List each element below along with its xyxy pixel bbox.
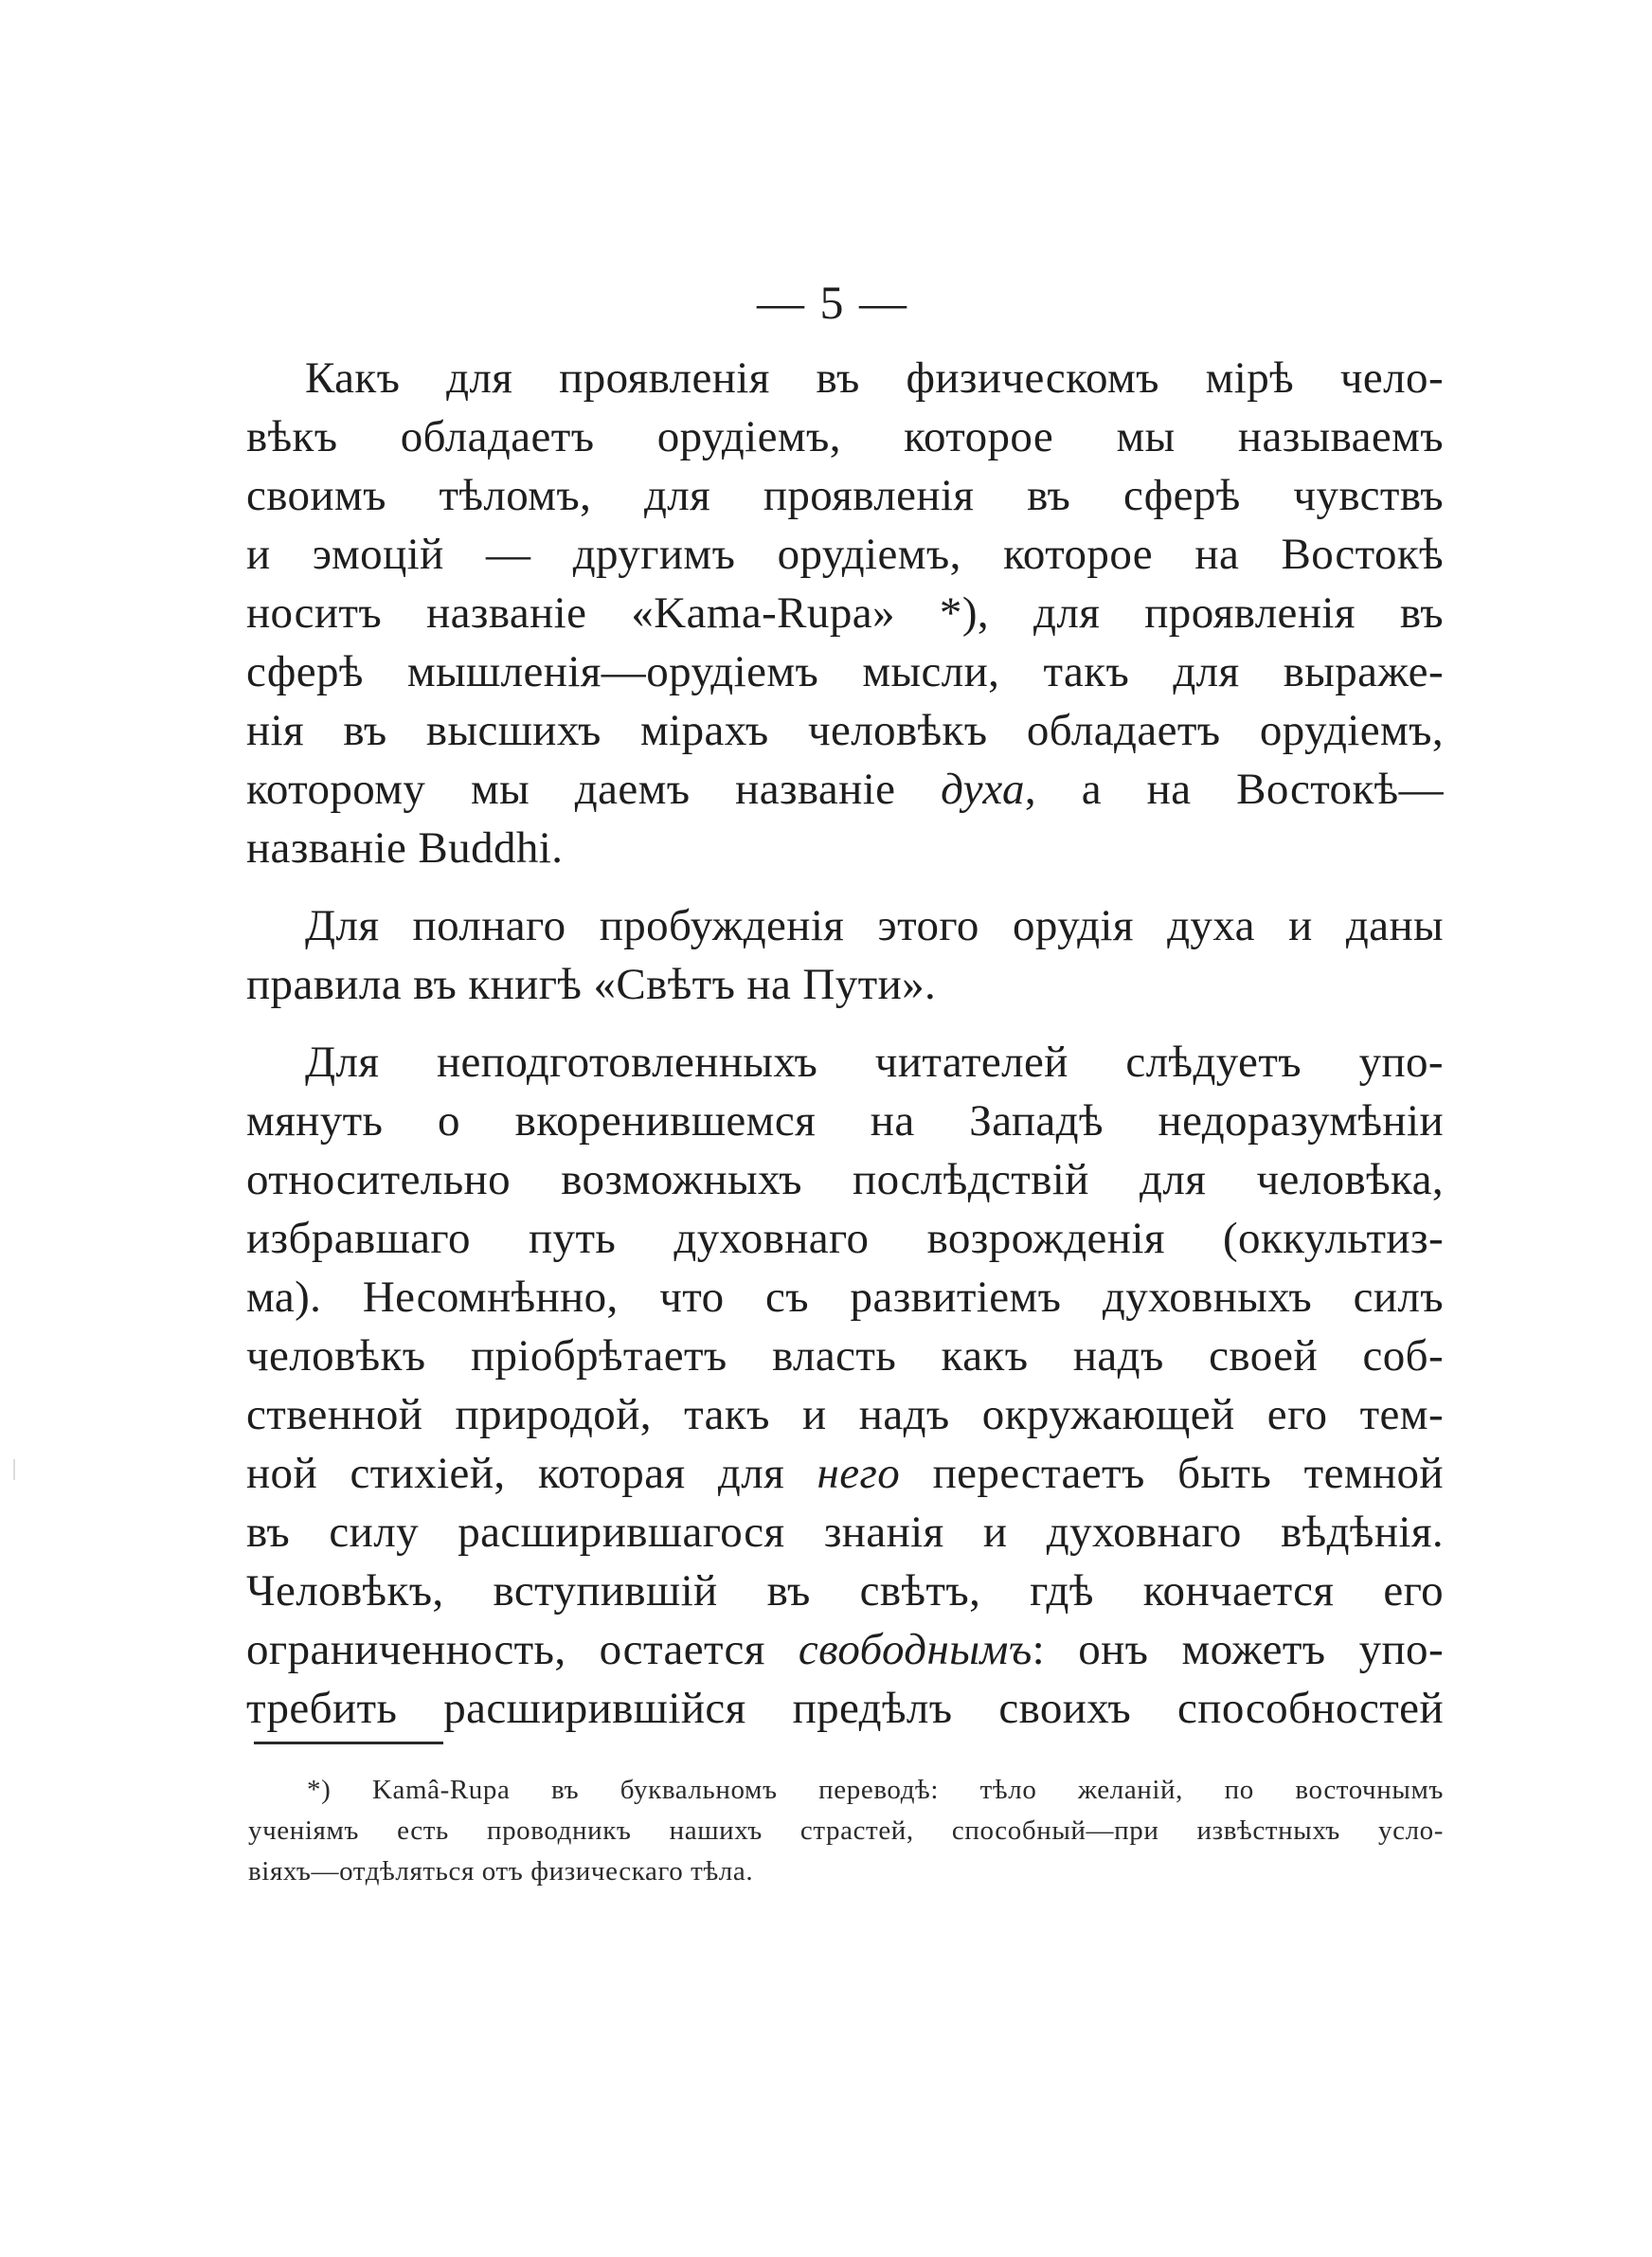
main-text (246, 349, 1444, 1738)
text-line: и эмоцій — другимъ орудіемъ, которое на Востокѣ (246, 530, 1444, 579)
text-line: избравшаго путь духовнаго возрожденія (оккультиз- (246, 1214, 1444, 1263)
text-line: Какъ для проявленія въ физическомъ мірѣ чело- (305, 353, 1444, 403)
text-line: правила въ книгѣ «Свѣтъ на Пути». (246, 960, 937, 1009)
footnote (248, 1770, 1444, 1892)
scan-speck (13, 1459, 15, 1480)
text-line (246, 760, 1444, 819)
text-segment: ограниченность, остается (246, 1625, 799, 1674)
text-line: въ силу расширившагося знанія и духовнаго вѣдѣнія. (246, 1508, 1444, 1557)
text-line: сферѣ мышленія—орудіемъ мысли, такъ для выраже- (246, 647, 1444, 696)
text-segment: которому мы даемъ названіе (246, 765, 942, 814)
text-line: человѣкъ пріобрѣтаетъ власть какъ надъ своей соб- (246, 1331, 1444, 1381)
text-line: ма). Несомнѣнно, что съ развитіемъ духовныхъ силъ (246, 1273, 1444, 1322)
text-segment: ной стихіей, которая для (246, 1449, 817, 1498)
text-line: своимъ тѣломъ, для проявленія въ сферѣ чувствъ (246, 471, 1444, 520)
text-line: ственной природой, такъ и надъ окружающей его тем- (246, 1390, 1444, 1439)
text-line: Человѣкъ, вступившій въ свѣтъ, гдѣ кончается его (246, 1566, 1444, 1616)
text-line: нія въ высшихъ мірахъ человѣкъ обладаетъ орудіемъ, (246, 706, 1444, 755)
text-segment: , а на Востокѣ— (1024, 765, 1445, 814)
text-segment: : онъ можетъ упо- (1032, 1625, 1444, 1674)
text-line: названіе Buddhi. (246, 823, 564, 873)
text-line: Для полнаго пробужденія этого орудія духа и даны (305, 901, 1444, 950)
footnote-separator (254, 1742, 443, 1744)
text-line: носитъ названіе «Kama-Rupa» *), для проявленія въ (246, 588, 1444, 638)
text-line: вѣкъ обладаетъ орудіемъ, которое мы называемъ (246, 412, 1444, 461)
text-line: требить расширившійся предѣлъ своихъ способностей (246, 1684, 1444, 1733)
text-line: мянуть о вкоренившемся на Западѣ недоразумѣніи (246, 1096, 1444, 1146)
italic-term: духа (941, 765, 1025, 814)
page-number: — 5 — (757, 276, 908, 329)
text-segment: перестаетъ быть темной (900, 1449, 1444, 1498)
italic-term: свободнымъ (798, 1625, 1032, 1674)
footnote-line: ученіямъ есть проводникъ нашихъ страстей, способный—при извѣстныхъ усло- (248, 1815, 1444, 1846)
text-line: Для неподготовленныхъ читателей слѣдуетъ упо- (305, 1038, 1444, 1087)
footnote-line: *) Kamâ-Rupa въ буквальномъ переводѣ: тѣло желаній, по восточнымъ (307, 1775, 1444, 1805)
italic-term: него (817, 1449, 901, 1498)
text-line (246, 1444, 1444, 1503)
text-line (246, 1620, 1444, 1679)
footnote-line: віяхъ—отдѣляться отъ физическаго тѣла. (248, 1856, 754, 1887)
text-line: относительно возможныхъ послѣдствій для человѣка, (246, 1155, 1444, 1204)
